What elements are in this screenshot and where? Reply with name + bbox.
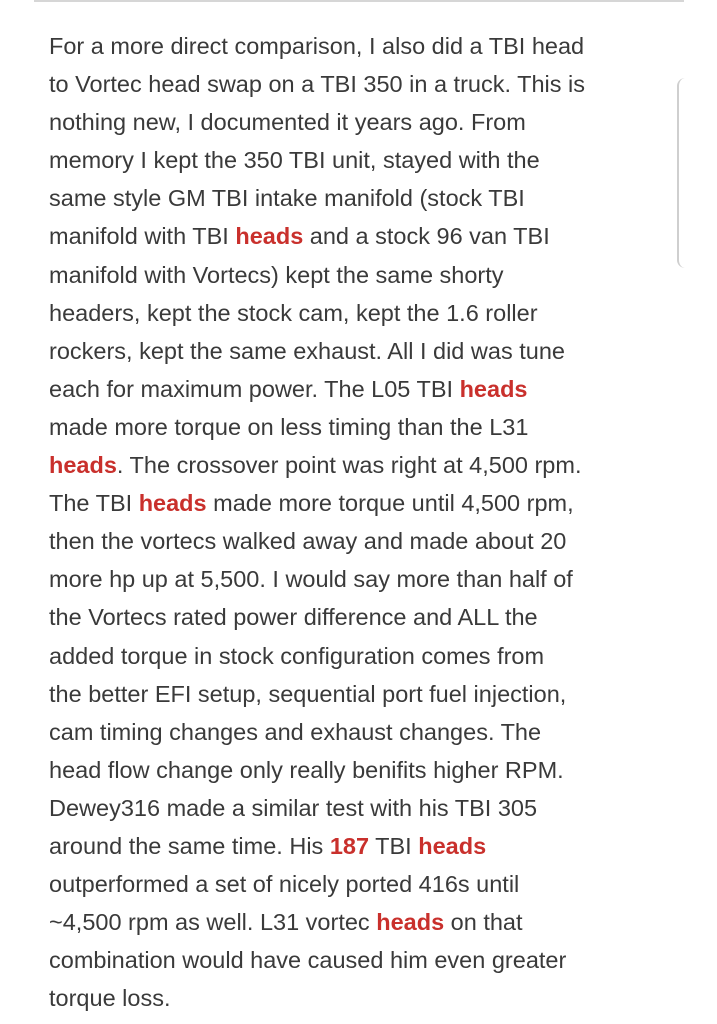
text-line: [49, 256, 689, 294]
text-segment: For a more direct comparison, I also did a TBI head: [49, 33, 585, 59]
text-line: [49, 179, 689, 217]
text-segment: each for maximum power. The L05 TBI: [49, 375, 460, 402]
highlighted-term: heads: [376, 909, 445, 936]
text-segment: same style GM TBI intake manifold (stock TBI: [49, 185, 525, 212]
text-segment: cam timing changes and exhaust changes. The: [49, 718, 542, 745]
text-line: [49, 827, 689, 865]
text-segment: made more torque until 4,500 rpm,: [206, 490, 574, 517]
text-line: [49, 217, 689, 255]
text-line: [49, 370, 689, 408]
highlighted-term: heads: [49, 452, 117, 479]
text-segment: to Vortec head swap on a TBI 350 in a truck. This is: [49, 71, 586, 98]
text-line: [49, 65, 689, 103]
text-segment: The TBI: [49, 490, 139, 517]
highlighted-term: heads: [138, 490, 207, 517]
highlighted-term: heads: [459, 375, 528, 402]
text-segment: ~4,500 rpm as well. L31 vortec: [49, 909, 377, 936]
text-line: [49, 941, 689, 979]
text-line: [49, 598, 689, 636]
text-segment: on that: [444, 909, 523, 936]
text-segment: then the vortecs walked away and made about 20: [49, 528, 567, 555]
text-line: [49, 751, 689, 789]
text-segment: the Vortecs rated power difference and ALL the: [49, 604, 538, 631]
text-line: [49, 27, 689, 65]
text-segment: TBI: [369, 832, 419, 859]
text-line: [49, 865, 689, 903]
text-line: [49, 446, 689, 484]
post-body-text: [49, 27, 689, 1017]
text-segment: made more torque on less timing than the L31: [49, 413, 529, 440]
text-line: [49, 560, 689, 598]
text-line: [49, 141, 689, 179]
text-line: [49, 637, 689, 675]
text-segment: and a stock 96 van TBI: [303, 223, 550, 250]
text-line: [49, 103, 689, 141]
text-line: [49, 332, 689, 370]
text-segment: around the same time. His: [49, 832, 330, 859]
text-line: [49, 522, 689, 560]
text-segment: Dewey316 made a similar test with his TBI 305: [49, 794, 538, 821]
highlighted-term: 187: [329, 832, 370, 859]
text-segment: added torque in stock configuration comes from: [49, 642, 545, 669]
text-segment: head flow change only really benifits higher RPM.: [49, 756, 564, 783]
text-line: [49, 675, 689, 713]
text-segment: outperformed a set of nicely ported 416s until: [49, 871, 520, 898]
text-line: [49, 789, 689, 827]
text-segment: the better EFI setup, sequential port fuel injection,: [49, 680, 567, 707]
highlighted-term: heads: [235, 223, 304, 250]
text-segment: torque loss.: [49, 985, 171, 1012]
text-line: [49, 903, 689, 941]
text-segment: nothing new, I documented it years ago. From: [49, 109, 526, 136]
text-line: [49, 294, 689, 332]
text-segment: headers, kept the stock cam, kept the 1.6 roller: [49, 299, 538, 326]
text-segment: rockers, kept the same exhaust. All I did was tune: [49, 337, 565, 364]
text-segment: manifold with Vortecs) kept the same shorty: [49, 261, 504, 288]
text-segment: . The crossover point was right at 4,500 rpm.: [116, 452, 582, 479]
text-line: [49, 484, 689, 522]
text-line: [49, 713, 689, 751]
text-segment: combination would have caused him even greater: [49, 947, 567, 974]
text-segment: manifold with TBI: [49, 223, 236, 250]
text-segment: memory I kept the 350 TBI unit, stayed with the: [49, 147, 540, 174]
text-line: [49, 408, 689, 446]
text-line: [49, 979, 689, 1017]
top-divider: [34, 0, 684, 2]
text-segment: more hp up at 5,500. I would say more than half of: [49, 566, 573, 593]
highlighted-term: heads: [418, 832, 487, 859]
scroll-indicator[interactable]: [677, 78, 687, 268]
